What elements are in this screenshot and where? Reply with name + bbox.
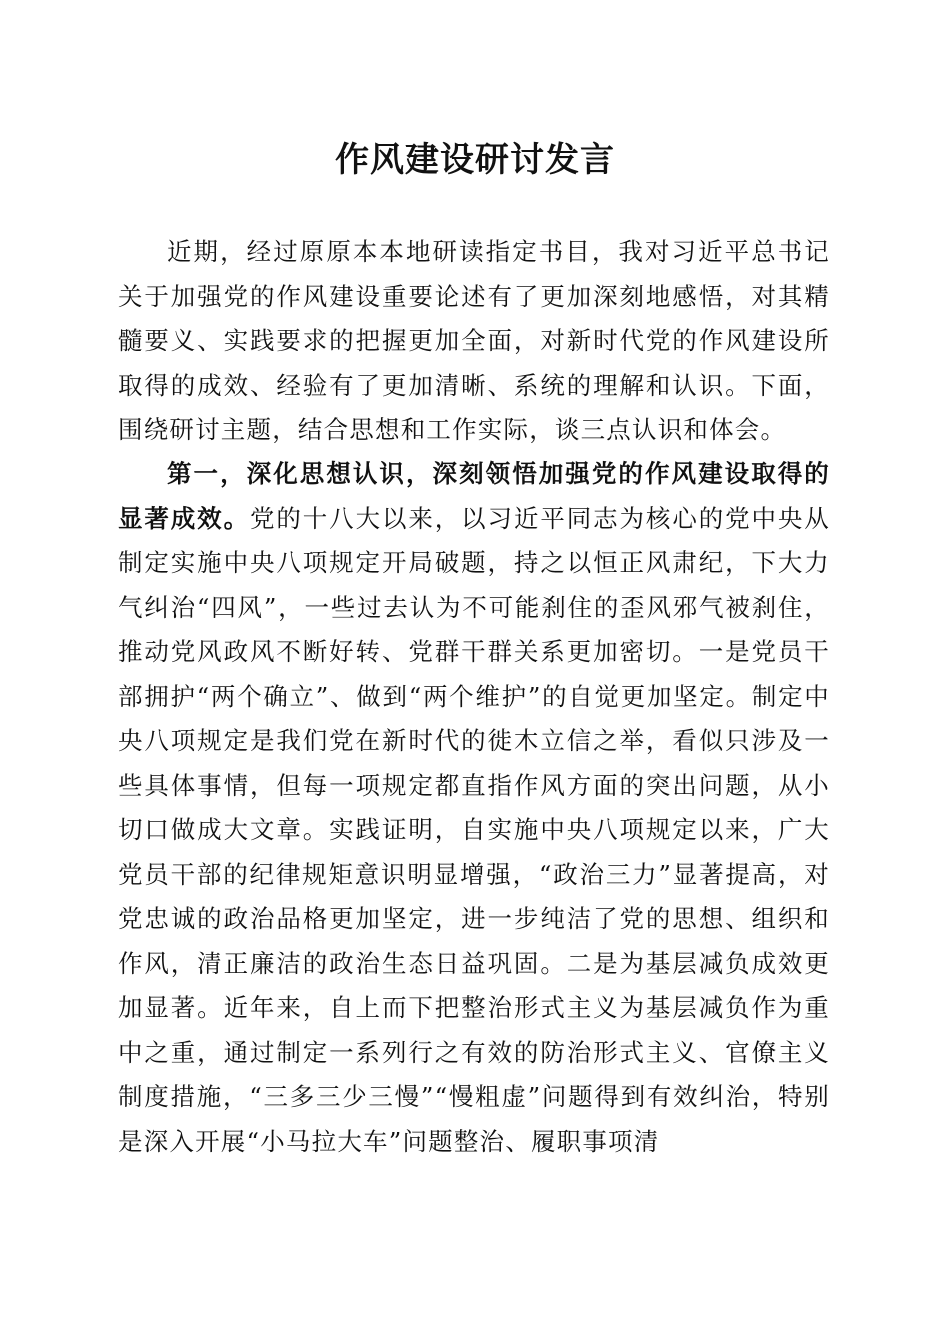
document-title: 作风建设研讨发言	[335, 140, 615, 180]
paragraph-intro-text: 近期，经过原原本本地研读指定书目，我对习近平总书记关于加强党的作风建设重要论述有了更加深刻地感悟，对其精髓要义、实践要求的把握更加全面，对新时代党的作风建设所取得的成效、经验有了更加清晰、系统的理解和认识。下面，围绕研讨主题，结合思想和工作实际，谈三点认识和体会。	[118, 237, 830, 444]
paragraph-first-point	[118, 452, 830, 1164]
first-point-text: 党的十八大以来，以习近平同志为核心的党中央从制定实施中央八项规定开局破题，持之以恒正风肃纪，下大力气纠治“四风”，一些过去认为不可能刹住的歪风邪气被刹住，推动党风政风不断好转、党群干群关系更加密切。一是党员干部拥护“两个确立”、做到“两个维护”的自觉更加坚定。制定中央八项规定是我们党在新时代的徙木立信之举，看似只涉及一些具体事情，但每一项规定都直指作风方面的突出问题，从小切口做成大文章。实践证明，自实施中央八项规定以来，广大党员干部的纪律规矩意识明显增强，“政治三力”显著提高，对党忠诚的政治品格更加坚定，进一步纯洁了党的思想、组织和作风，清正廉洁的政治生态日益巩固。二是为基层减负成效更加显著。近年来，自上而下把整治形式主义为基层减负作为重中之重，通过制定一系列行之有效的防治形式主义、官僚主义制度措施，“三多三少三慢”“慢粗虚”问题得到有效纠治，特别是深入开展“小马拉大车”问题整治、履职事项清	[118, 503, 830, 1156]
first-point-heading: 第一，深化思想认识，深刻领悟加强党的作风建设取得的显著成效。	[118, 459, 830, 533]
paragraph-intro	[118, 230, 830, 453]
